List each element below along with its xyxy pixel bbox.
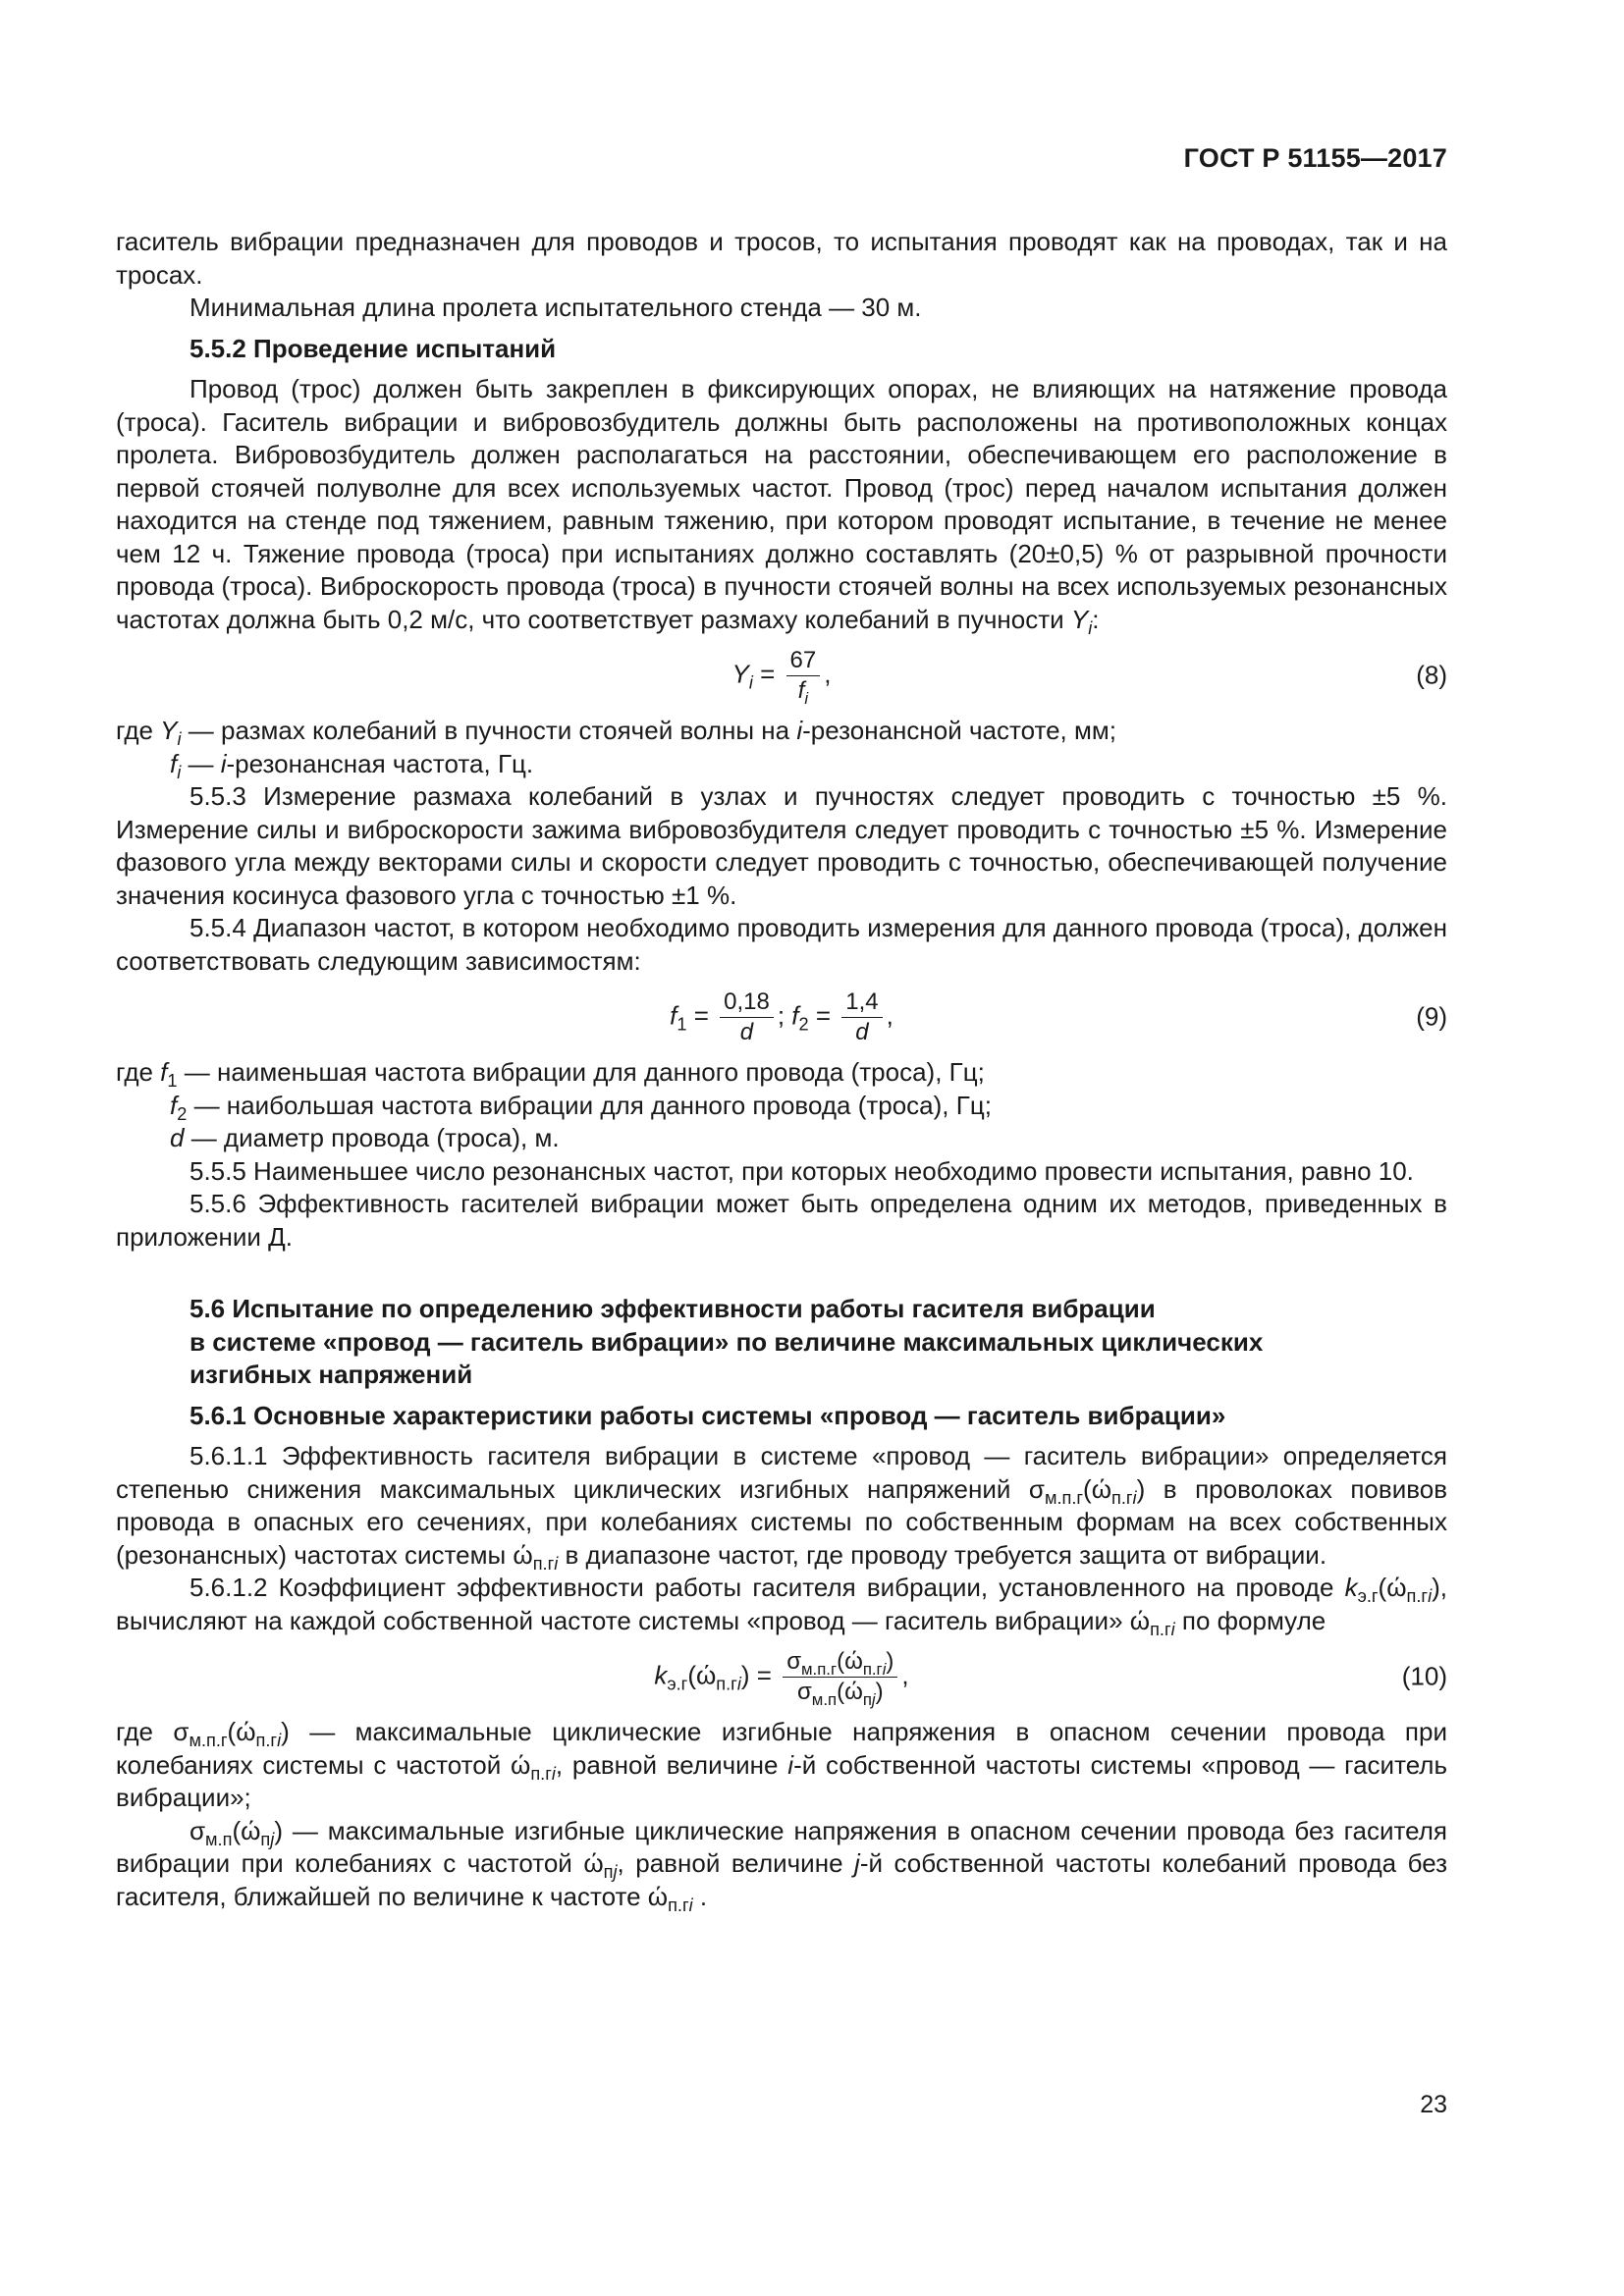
definition-line: где $\sigma_{м.п.г}(ώ_{п.гi})$ — максимальные циклические изгибные напряжения в опасном сечении провода при колебаниях системы с частотой $ώ_{п.гi}$, равной величине i-й собственной частоты системы «провод — гаситель вибрации»; [116, 1717, 1448, 1812]
section-heading-5-6: 5.6 Испытание по определению эффективности работы гасителя вибрации в системе «провод — гаситель вибрации» по величине максимальных циклических изгибных напряжений [189, 1294, 1264, 1389]
paragraph: 5.6.1.1 Эффективность гасителя вибрации в системе «провод — гаситель вибрации» определяется степенью снижения максимальных циклических изгибных напряжений $\sigma_{м.п.г}(ώ_{п.гi})$ в проволоках повивов провода в опасных его сечениях, при колебаниях системы по собственным формам на всех собственных (резонансных) частотах системы $ώ_{п.гi}$ в диапазоне частот, где проводу требуется защита от вибрации. [116, 1441, 1448, 1574]
section-heading-5-5-2: 5.5.2 Проведение испытаний [189, 333, 557, 363]
definition-line: $f_i$ — i-резонансная частота, Гц. [170, 748, 534, 782]
paragraph: Минимальная длина пролета испытательного стенда — 30 м. [189, 293, 922, 322]
definition-line: $f_2$ — наибольшая частота вибрации для данного провода (троса), Гц; [170, 1090, 992, 1124]
paragraph: 5.5.3 Измерение размаха колебаний в узлах и пучностях следует проводить с точностью ±5 %. Измерение силы и виброскорости зажима вибровозбудителя следует проводить с точностью ±5 %. Измерение фазового угла между векторами силы и скорости следует проводить с точностью, обеспечивающей получение значения косинуса фазового угла с точностью ±1 %. [116, 781, 1447, 910]
document-code-header: ГОСТ Р 51155—2017 [1183, 143, 1447, 173]
formula-9: $f_1$ = $\frac{0,18}{d}$ ; $f_2$ = $\frac{1,4}{d}$ , (9) [670, 988, 1447, 1045]
formula-8: $Y_i$ = $\frac{67}{f_i}$ , (8) [731, 646, 1447, 708]
paragraph: 5.5.6 Эффективность гасителей вибрации может быть определена одним их методов, приведенных в приложении Д. [116, 1189, 1447, 1252]
paragraph: гаситель вибрации предназначен для проводов и тросов, то испытания проводят как на проводах, так и на тросах. [116, 227, 1447, 290]
paragraph: 5.6.1.2 Коэффициент эффективности работы гасителя вибрации, установленного на проводе $k_{э.г}(ώ_{п.гi})$, вычисляют на каждой собственной частоте системы «провод — гаситель вибрации» $ώ_{п.гi}$ по формуле [116, 1573, 1447, 1639]
section-heading-5-6-1: 5.6.1 Основные характеристики работы системы «провод — гаситель вибрации» [189, 1400, 1226, 1430]
paragraph: 5.5.4 Диапазон частот, в котором необходимо проводить измерения для данного провода (троса), должен соответствовать следующим зависимостям: [116, 913, 1447, 976]
formula-number: (8) [1416, 660, 1447, 690]
definition-line: d — диаметр провода (троса), м. [170, 1123, 560, 1152]
formula-10: $k_{э.г}(ώ_{п.гi})$ = $\frac{\sigma_{м.п.г}(ώ_{п.гi})}{\sigma_{м.п}(ώ_{пj})}$ , (10) [654, 1647, 1447, 1709]
page-number: 23 [1420, 2091, 1447, 2118]
paragraph: 5.5.5 Наименьшее число резонансных частот, при которых необходимо провести испытания, равно 10. [189, 1155, 1414, 1186]
document-body [116, 226, 1447, 1913]
definition-line: $\sigma_{м.п}(ώ_{пj})$ — максимальные изгибные циклические напряжения в опасном сечении провода без гасителя вибрации при колебаниях с частотой $ώ_{пj}$, равной величине j-й собственной частоты колебаний провода без гасителя, ближайшей по величине к частоте $ώ_{п.гi}$ . [116, 1815, 1448, 1915]
formula-number: (10) [1401, 1661, 1447, 1691]
formula-number: (9) [1416, 1001, 1447, 1032]
definition-line: где $f_1$ — наименьшая частота вибрации для данного провода (троса), Гц; [116, 1057, 985, 1091]
definition-line: где $Y_i$ — размах колебаний в пучности стоячей волны на i-резонансной частоте, мм; [116, 716, 1116, 749]
paragraph: Провод (трос) должен быть закреплен в фиксирующих опорах, не влияющих на натяжение провода (троса). Гаситель вибрации и вибровозбудитель должны быть расположены на противоположных концах пролета. Вибровозбудитель должен располагаться на расстоянии, обеспечивающем его расположение в первой стоячей полуволне для всех используемых частот. Провод (трос) перед началом испытания должен находится на стенде под тяжением, равным тяжению, при котором проводят испытание, в течение не менее чем 12 ч. Тяжение провода (троса) при испытаниях должно составлять (20±0,5) % от разрывной прочности провода (троса). Виброскорость провода (троса) в пучности стоячей волны на всех используемых резонансных частотах должна быть 0,2 м/с, что соответствует размаху колебаний в пучности $Y_i$: [116, 374, 1447, 638]
